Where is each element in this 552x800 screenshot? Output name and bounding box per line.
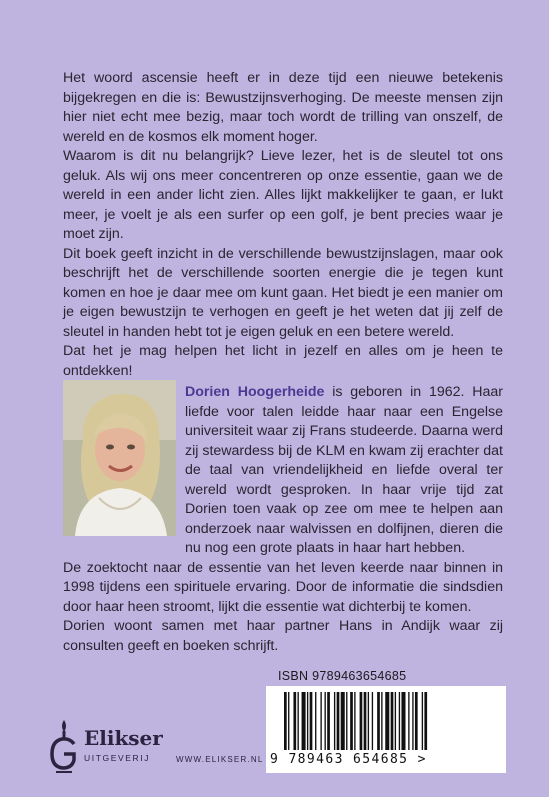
barcode-bars: [282, 692, 492, 754]
barcode: [266, 686, 506, 773]
publisher-logo: [44, 714, 164, 774]
intro-paragraph-1: Het woord ascensie heeft er in deze tijd een nieuwe betekenis bijgekregen en die is: Bewustzijnsverhoging. De meeste mensen zijn hier niet echt mee bezig, maar toch wordt de trilling van onszelf, de wereld en de kosmos elk moment hoger.: [63, 70, 503, 145]
publisher-website: WWW.ELIKSER.NL: [176, 755, 264, 764]
intro-paragraph-4: Dat het je mag helpen het licht in jezelf en alles om je heen te ontdekken!: [63, 343, 503, 379]
isbn-label: ISBN 9789463654685: [278, 669, 407, 683]
author-bio: [63, 383, 503, 656]
bio-paragraph-2: De zoektocht naar de essentie van het leven keerde naar binnen in 1998 tijdens een spirituele ervaring. Door de informatie die sindsdien door haar heen stroomt, lijkt die essentie wat dichterbij te komen.: [63, 559, 503, 615]
intro-text: [63, 69, 503, 381]
publisher-name: Elikser: [84, 726, 163, 750]
author-name: Dorien Hoogerheide: [185, 384, 325, 400]
publisher-logo-icon: [44, 714, 84, 774]
bio-text: is geboren in 1962. Haar liefde voor talen leidde haar naar een Engelse universiteit waar zij Frans studeerde. Daarna werd zij stewardess bij de KLM en kwam zij erachter dat de taal van vriendelijkheid en liefde overal ter wereld wordt gesproken. In haar vrije tijd zat Dorien toen vaak op zee om mee te helpen aan onderzoek naar walvissen en dolfijnen, dieren die nu nog een grote plaats in haar hart hebben.: [185, 384, 503, 556]
intro-paragraph-2: Waarom is dit nu belangrijk? Lieve lezer, het is de sleutel tot ons geluk. Als wij ons meer concentreren op onze essentie, gaan we de wereld in een ander licht zien. Alles lijkt makkelijker te gaan, er lukt meer, je voelt je als een surfer op een golf, je bent precies waar je moet zijn.: [63, 148, 503, 242]
barcode-digits: 9 789463 654685 >: [270, 752, 427, 767]
bio-paragraph-3: Dorien woont samen met haar partner Hans in Andijk waar zij consulten geeft en boeken schrijft.: [63, 618, 503, 654]
intro-paragraph-3: Dit boek geeft inzicht in de verschillende bewustzijnslagen, maar ook beschrijft het de verschillende soorten energie die je tegen kunt komen en hoe je daar mee om kunt gaan. Het biedt je een manier om je eigen bewustzijn te verhogen en geeft je het weten dat jij zelf de sleutel in handen hebt tot je eigen geluk en een betere wereld.: [63, 245, 503, 340]
bio-paragraph-1: [63, 383, 503, 559]
publisher-subtitle: UITGEVERIJ: [84, 753, 151, 763]
